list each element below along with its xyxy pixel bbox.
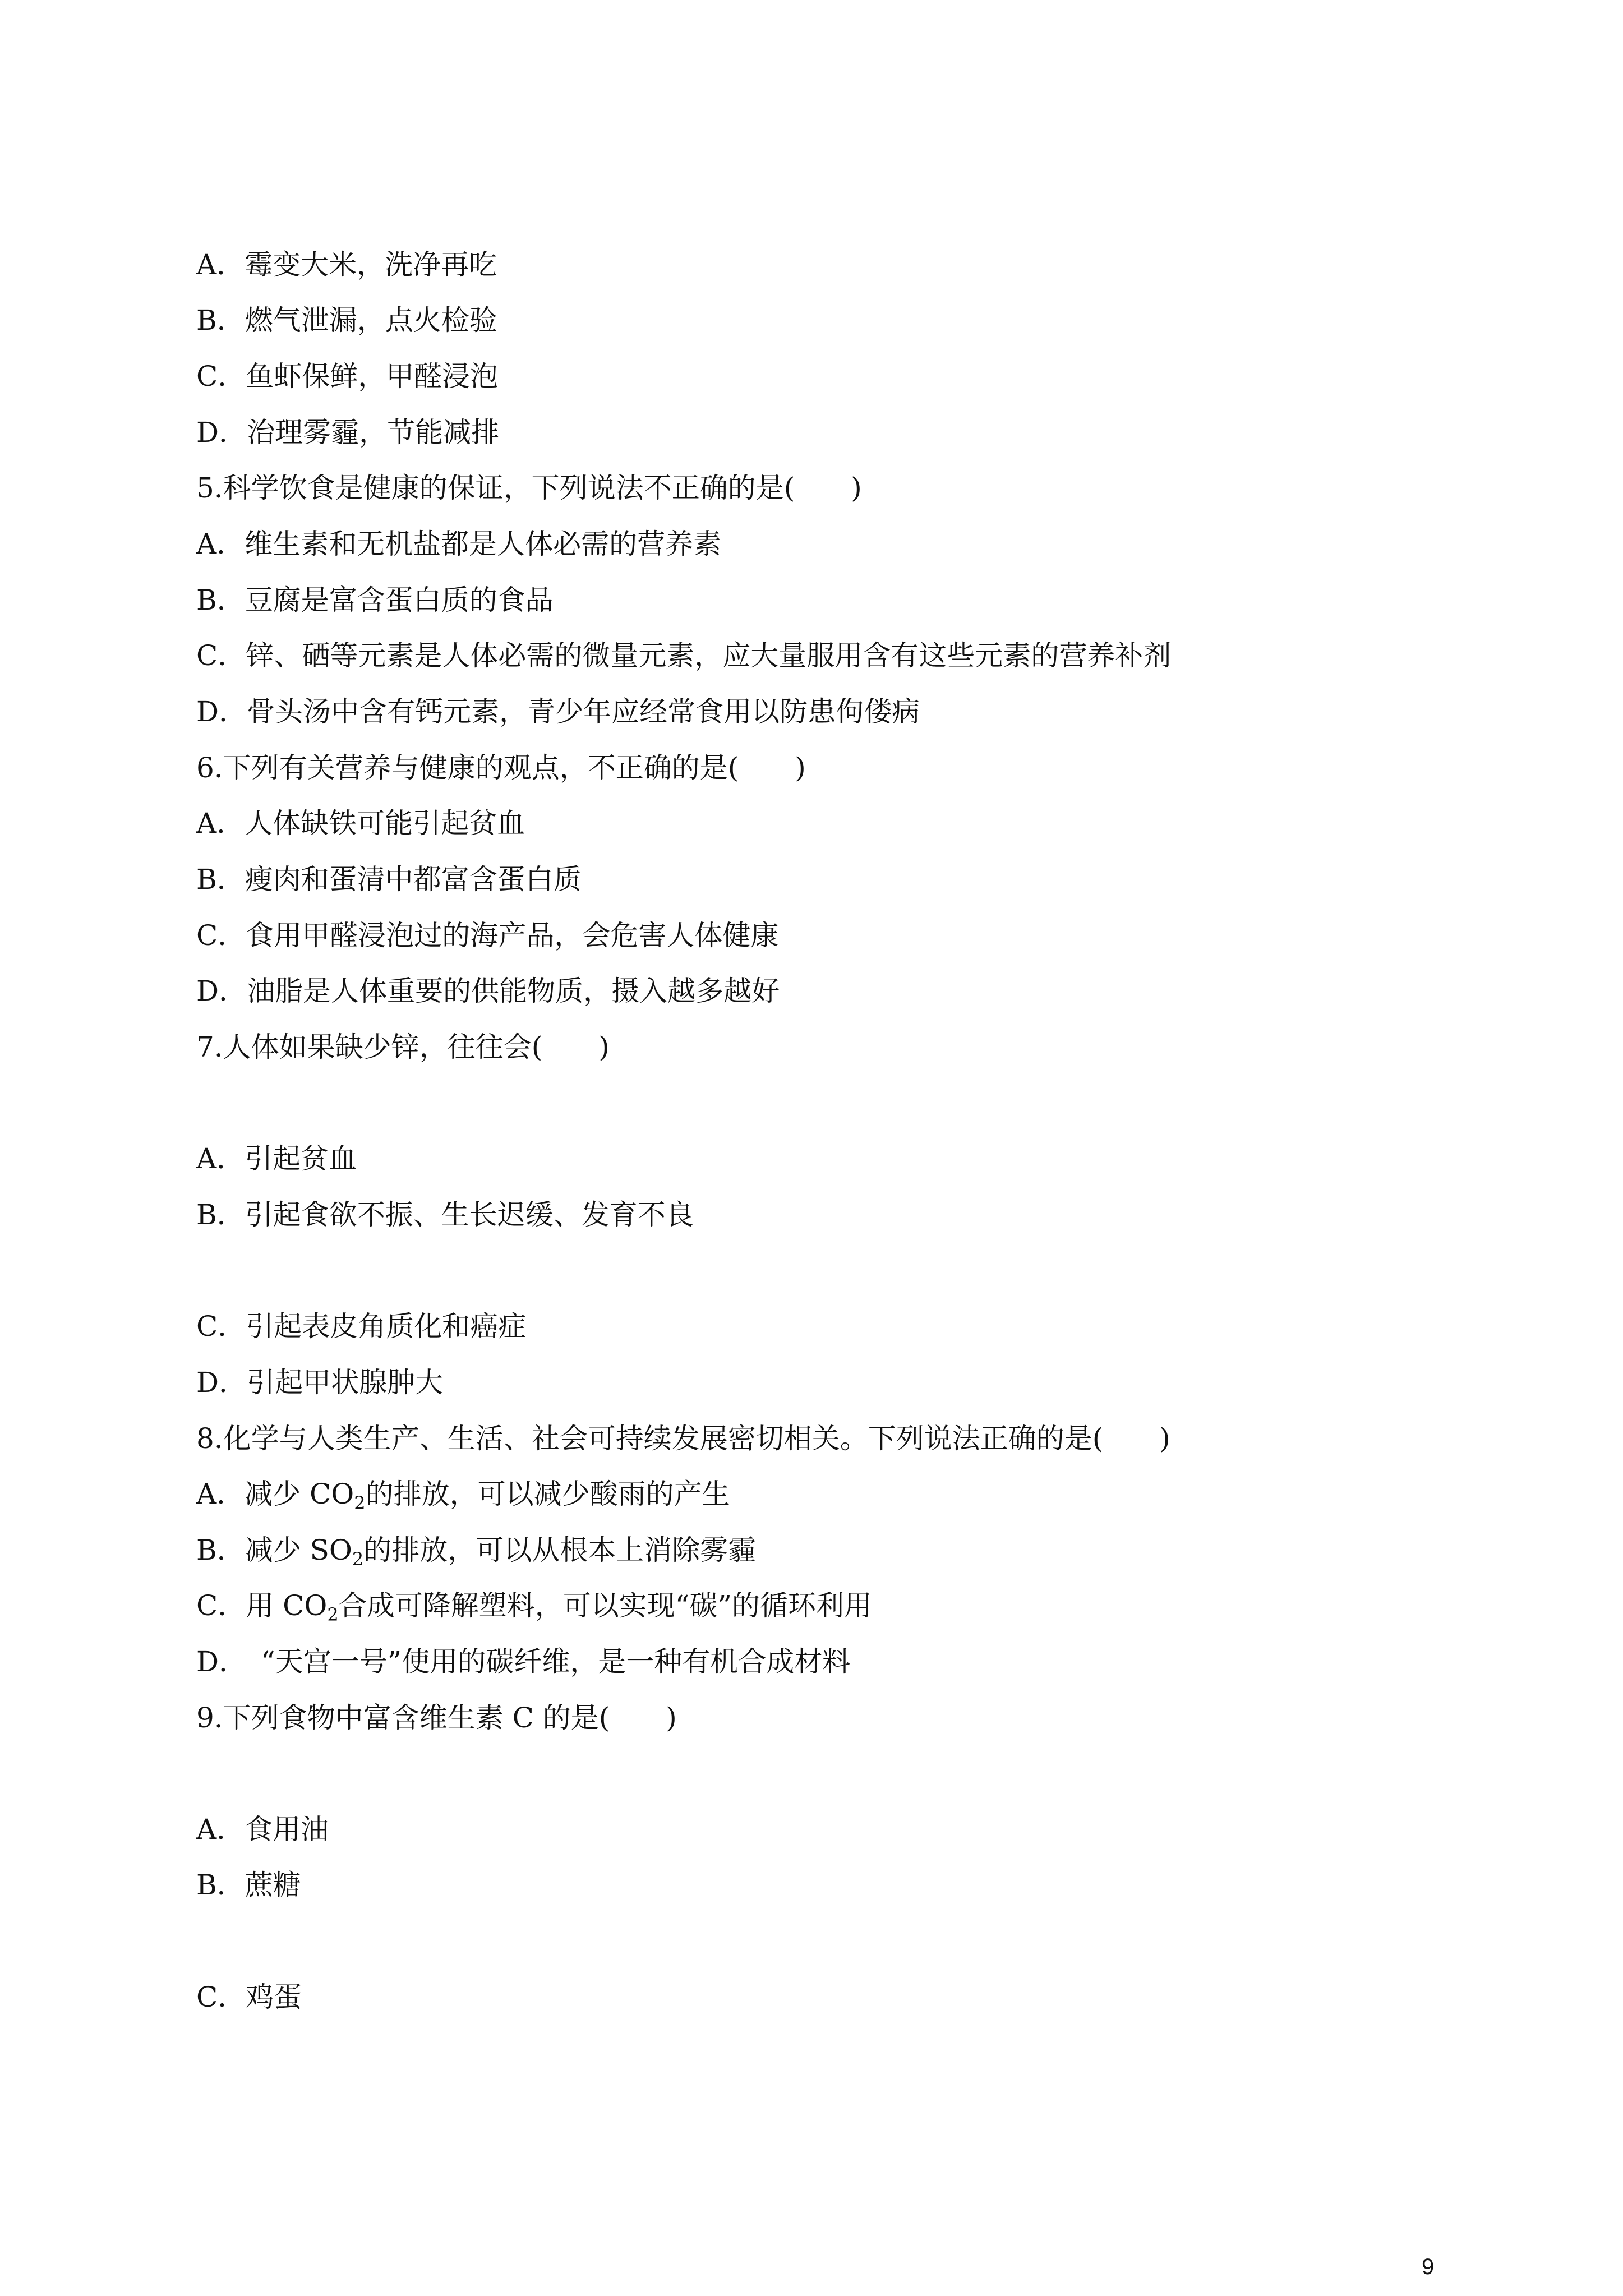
q6-option-a: A．人体缺铁可能引起贫血 bbox=[196, 807, 525, 840]
line-a-1: A．霉变大米，洗净再吃 bbox=[196, 248, 497, 281]
q5-option-c: C．锌、硒等元素是人体必需的微量元素，应大量服用含有这些元素的营养补剂 bbox=[196, 639, 1172, 672]
q8-option-a-text: A．减少 CO bbox=[196, 1478, 354, 1510]
q6-option-d: D．油脂是人体重要的供能物质，摄入越多越好 bbox=[196, 975, 780, 1007]
question-6: 6.下列有关营养与健康的观点，不正确的是( ) bbox=[196, 751, 806, 784]
q5-option-b: B．豆腐是富含蛋白质的食品 bbox=[196, 584, 554, 616]
line-b-1: B．燃气泄漏，点火检验 bbox=[196, 304, 497, 336]
q9-option-a: A．食用油 bbox=[196, 1813, 329, 1846]
line-c-1: C．鱼虾保鲜，甲醛浸泡 bbox=[196, 360, 499, 393]
q8-option-a-rest: 的排放，可以减少酸雨的产生 bbox=[365, 1478, 730, 1510]
q8-option-b bbox=[196, 1533, 756, 1576]
q9-option-b: B．蔗糖 bbox=[196, 1869, 301, 1901]
q6-option-b: B．瘦肉和蛋清中都富含蛋白质 bbox=[196, 863, 582, 896]
subscript: 2 bbox=[327, 1604, 339, 1625]
question-5: 5.科学饮食是健康的保证，下列说法不正确的是( ) bbox=[196, 472, 862, 504]
q8-option-a bbox=[196, 1477, 730, 1520]
q8-option-b-rest: 的排放，可以从根本上消除雾霾 bbox=[363, 1534, 757, 1566]
q5-option-a: A．维生素和无机盐都是人体必需的营养素 bbox=[196, 528, 722, 560]
subscript: 2 bbox=[354, 1492, 366, 1514]
q7-option-b: B．引起食欲不振、生长迟缓、发育不良 bbox=[196, 1198, 694, 1231]
line-d-1: D．治理雾霾，节能减排 bbox=[196, 416, 500, 449]
q8-option-c-rest: 合成可降解塑料，可以实现“碳”的循环利用 bbox=[338, 1589, 872, 1622]
q7-option-d: D．引起甲状腺肿大 bbox=[196, 1366, 444, 1399]
q7-option-c: C．引起表皮角质化和癌症 bbox=[196, 1310, 527, 1343]
question-7: 7.人体如果缺少锌，往往会( ) bbox=[196, 1031, 610, 1063]
q8-option-c-text: C．用 CO bbox=[196, 1589, 328, 1622]
question-8: 8.化学与人类生产、生活、社会可持续发展密切相关。下列说法正确的是( ) bbox=[196, 1422, 1170, 1455]
q8-option-b-text: B．减少 SO bbox=[196, 1534, 352, 1566]
question-9: 9.下列食物中富含维生素 C 的是( ) bbox=[196, 1702, 677, 1734]
q7-option-a: A．引起贫血 bbox=[196, 1142, 357, 1175]
page-number: 9 bbox=[1422, 2254, 1435, 2279]
q6-option-c: C．食用甲醛浸泡过的海产品，会危害人体健康 bbox=[196, 919, 779, 952]
q5-option-d: D．骨头汤中含有钙元素，青少年应经常食用以防患佝偻病 bbox=[196, 695, 920, 728]
q8-option-c bbox=[196, 1589, 872, 1631]
subscript: 2 bbox=[352, 1548, 364, 1570]
q8-option-d: D． “天宫一号”使用的碳纤维，是一种有机合成材料 bbox=[196, 1645, 851, 1678]
q9-option-c: C．鸡蛋 bbox=[196, 1981, 302, 2013]
